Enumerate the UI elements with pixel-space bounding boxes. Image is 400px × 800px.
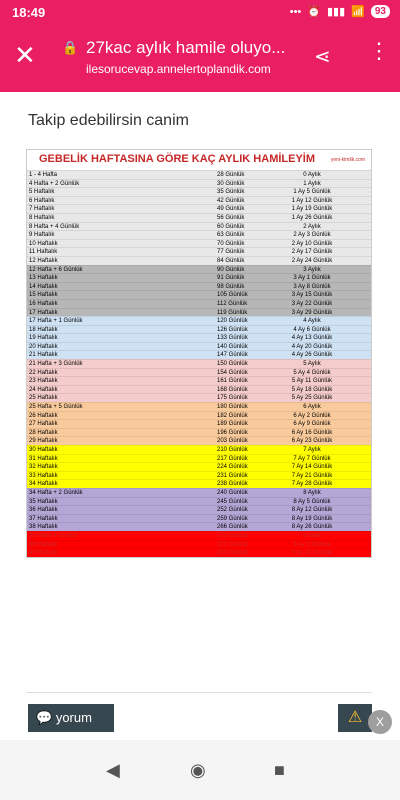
cell-month: 8 Aylık	[303, 489, 321, 496]
cell-month: 9 Ay 3 Günlük	[293, 541, 331, 548]
system-nav-bar	[0, 740, 400, 800]
cell-month: 7 Ay 28 Günlük	[291, 481, 333, 488]
table-row	[27, 265, 371, 274]
cell-days: 49 Günlük	[217, 206, 245, 213]
status-time: 18:49	[12, 5, 46, 20]
table-row	[27, 333, 371, 342]
cell-month: 8 Ay 5 Günlük	[293, 498, 331, 505]
cell-month: 8 Ay 26 Günlük	[291, 524, 333, 531]
table-row	[27, 308, 371, 317]
cell-month: 3 Ay 22 Günlük	[291, 300, 333, 307]
cell-week: 5 Haftalık	[29, 189, 55, 196]
cell-days: 150 Günlük	[217, 361, 248, 368]
table-row	[27, 376, 371, 385]
cell-week: 14 Haftalık	[29, 283, 58, 290]
signal-icon: ▮▮▮	[327, 6, 346, 18]
cell-week: 38 Hafta 4 Günlük	[29, 532, 78, 539]
table-row	[27, 548, 371, 557]
cell-week: 12 Haftalık	[29, 257, 58, 264]
cell-month: 3 Ay 15 Günlük	[291, 292, 333, 299]
cell-days: 91 Günlük	[217, 275, 245, 282]
comment-icon: 💬	[36, 710, 53, 725]
cell-week: 29 Haftalık	[29, 438, 58, 445]
cell-week: 35 Haftalık	[29, 498, 58, 505]
table-row	[27, 488, 371, 497]
cell-month: 2 Ay 3 Günlük	[293, 232, 331, 239]
cell-days: 63 Günlük	[217, 232, 245, 239]
cell-week: 18 Haftalık	[29, 326, 58, 333]
cell-days: 30 Günlük	[217, 180, 245, 187]
cell-days: 98 Günlük	[217, 283, 245, 290]
cell-week: 4 Hafta + 2 Günlük	[29, 180, 80, 187]
cell-days: 70 Günlük	[217, 240, 245, 247]
table-row	[27, 540, 371, 549]
page-title[interactable]: 27kac aylık hamile oluyo...	[86, 38, 286, 57]
status-icons	[290, 5, 390, 18]
cell-week: 22 Haftalık	[29, 369, 58, 376]
cell-week: 37 Haftalık	[29, 515, 58, 522]
cell-days: 217 Günlük	[217, 455, 248, 462]
page-url[interactable]: ilesorucevap.annelertoplandik.com	[86, 62, 271, 76]
table-row	[27, 445, 371, 454]
cell-month: 2 Aylık	[303, 223, 321, 230]
table-row	[27, 428, 371, 437]
table-row	[27, 531, 371, 540]
table-row	[27, 222, 371, 231]
table-site: yeni-kimlik.com	[330, 157, 365, 163]
cell-days: 147 Günlük	[217, 352, 248, 359]
cell-month: 1 Ay 26 Günlük	[291, 214, 333, 221]
cell-week: 24 Haftalık	[29, 386, 58, 393]
cell-month: 1 Ay 12 Günlük	[291, 197, 333, 204]
cell-week: 9 Haftalık	[29, 232, 55, 239]
table-row	[27, 479, 371, 488]
cell-week: 23 Haftalık	[29, 378, 58, 385]
cell-month: 4 Ay 6 Günlük	[293, 326, 331, 333]
cell-week: 17 Hafta + 1 Günlük	[29, 318, 83, 325]
cell-days: 180 Günlük	[217, 404, 248, 411]
lock-icon: 🔒	[62, 40, 79, 55]
table-row	[27, 170, 371, 179]
table-row	[27, 411, 371, 420]
comment-button[interactable]	[28, 704, 114, 732]
cell-week: 27 Haftalık	[29, 421, 58, 428]
cell-month: 3 Ay 29 Günlük	[291, 309, 333, 316]
cell-days: 231 Günlük	[217, 472, 248, 479]
table-row	[27, 385, 371, 394]
cell-days: 90 Günlük	[217, 266, 245, 273]
warning-icon[interactable]: ⚠	[338, 704, 372, 732]
cell-week: 26 Haftalık	[29, 412, 58, 419]
cell-month: 7 Aylık	[303, 447, 321, 453]
cell-week: 38 Haftalık	[29, 524, 58, 531]
pregnancy-table-image[interactable]	[26, 149, 372, 558]
cell-days: 56 Günlük	[217, 214, 245, 221]
cell-month: 6 Ay 9 Günlük	[293, 421, 331, 428]
cell-month: 3 Aylık	[303, 266, 321, 273]
cell-month: 3 Ay 1 Günlük	[293, 275, 331, 282]
cell-month: 7 Ay 14 Günlük	[291, 464, 333, 471]
cell-month: 4 Aylık	[303, 318, 321, 325]
table-row	[27, 497, 371, 506]
home-icon[interactable]: ◉	[190, 760, 206, 780]
cell-month: 6 Ay 2 Günlük	[293, 412, 331, 419]
table-row	[27, 505, 371, 514]
table-title: GEBELİK HAFTASINA GÖRE KAÇ AYLIK HAMİLEYİM	[39, 153, 316, 165]
cell-month: 0 Aylık	[303, 172, 321, 178]
table-row	[27, 230, 371, 239]
cell-days: 270 Günlük	[217, 532, 248, 539]
cell-week: 40 Haftalık	[29, 550, 58, 557]
table-row	[27, 462, 371, 471]
cell-week: 17 Haftalık	[29, 309, 58, 316]
cell-days: 28 Günlük	[217, 172, 245, 178]
cell-days: 168 Günlük	[217, 386, 248, 393]
table-row	[27, 239, 371, 248]
cell-days: 154 Günlük	[217, 369, 248, 376]
cell-month: 4 Ay 20 Günlük	[291, 343, 333, 350]
cell-month: 9 Ay 10 Günlük	[291, 550, 333, 557]
cell-month: 4 Ay 26 Günlük	[291, 352, 333, 359]
table-row	[27, 179, 371, 188]
cell-week: 7 Haftalık	[29, 206, 55, 213]
close-icon[interactable]: ✕	[14, 40, 36, 70]
battery-icon: 93	[371, 5, 390, 18]
page-content	[0, 92, 400, 740]
cell-week: 33 Haftalık	[29, 472, 58, 479]
cell-days: 140 Günlük	[217, 343, 248, 350]
cell-month: 5 Ay 25 Günlük	[291, 395, 333, 402]
cell-month: 1 Ay 19 Günlük	[291, 206, 333, 213]
table-header	[27, 150, 371, 170]
table-row	[27, 522, 371, 531]
cell-month: 2 Ay 24 Günlük	[291, 257, 333, 264]
cell-days: 189 Günlük	[217, 421, 248, 428]
cell-month: 7 Ay 7 Günlük	[293, 455, 331, 462]
table-row	[27, 325, 371, 334]
cell-days: 77 Günlük	[217, 249, 245, 256]
table-row	[27, 368, 371, 377]
cell-days: 238 Günlük	[217, 481, 248, 488]
cell-month: 6 Ay 16 Günlük	[291, 429, 333, 436]
table-row	[27, 196, 371, 205]
table-row	[27, 393, 371, 402]
table-row	[27, 342, 371, 351]
cell-week: 34 Hafta + 2 Günlük	[29, 489, 83, 496]
cell-month: 5 Ay 4 Günlük	[293, 369, 331, 376]
cell-week: 1 - 4 Hafta	[29, 172, 58, 178]
cell-month: 2 Ay 10 Günlük	[291, 240, 333, 247]
cell-month: 5 Aylık	[303, 361, 321, 368]
comment-label: yorum	[55, 710, 92, 725]
browser-toolbar	[0, 26, 400, 92]
cell-days: 119 Günlük	[217, 309, 248, 316]
cell-days: 84 Günlük	[217, 257, 245, 264]
table-row	[27, 436, 371, 445]
cell-days: 280 Günlük	[217, 550, 248, 557]
table-row	[27, 316, 371, 325]
notification-dots-icon: •••	[289, 5, 302, 18]
table-row	[27, 256, 371, 265]
cell-month: 8 Ay 12 Günlük	[291, 507, 333, 514]
cell-week: 16 Haftalık	[29, 300, 58, 307]
cell-week: 21 Haftalık	[29, 352, 58, 359]
cell-week: 10 Haftalık	[29, 240, 58, 247]
table-row	[27, 273, 371, 282]
cell-week: 8 Hafta + 4 Günlük	[29, 223, 80, 230]
cell-week: 12 Hafta + 6 Günlük	[29, 266, 83, 273]
cell-week: 25 Haftalık	[29, 395, 58, 402]
cell-days: 224 Günlük	[217, 464, 248, 471]
table-row	[27, 402, 371, 411]
cell-days: 240 Günlük	[217, 489, 248, 496]
cell-week: 11 Haftalık	[29, 249, 58, 256]
table-row	[27, 247, 371, 256]
cell-week: 39 Haftalık	[29, 541, 58, 548]
back-icon[interactable]: ◀	[106, 760, 120, 780]
cell-week: 28 Haftalık	[29, 429, 58, 436]
cell-week: 20 Haftalık	[29, 343, 58, 350]
status-bar	[0, 0, 400, 26]
cell-days: 175 Günlük	[217, 395, 248, 402]
more-menu-icon[interactable]: ⋮	[368, 38, 390, 63]
table-rows	[27, 170, 371, 557]
cell-week: 6 Haftalık	[29, 197, 55, 204]
cell-days: 182 Günlük	[217, 412, 248, 419]
table-row	[27, 187, 371, 196]
cell-days: 252 Günlük	[217, 507, 248, 514]
cell-month: 7 Ay 21 Günlük	[291, 472, 333, 479]
dismiss-button[interactable]: X	[368, 710, 392, 734]
post-caption: Takip edebilirsin canim	[28, 112, 189, 129]
table-row	[27, 204, 371, 213]
cell-week: 19 Haftalık	[29, 335, 58, 342]
cell-week: 25 Hafta + 5 Günlük	[29, 404, 83, 411]
cell-days: 42 Günlük	[217, 197, 245, 204]
cell-days: 60 Günlük	[217, 223, 245, 230]
cell-days: 112 Günlük	[217, 300, 248, 307]
divider	[26, 692, 372, 693]
wifi-icon: 📶	[351, 6, 365, 18]
cell-month: 9 Aylık	[303, 532, 321, 539]
cell-month: 5 Ay 11 Günlük	[291, 378, 333, 385]
table-row	[27, 471, 371, 480]
cell-days: 35 Günlük	[217, 189, 245, 196]
cell-week: 30 Haftalık	[29, 447, 58, 453]
cell-days: 120 Günlük	[217, 318, 248, 325]
cell-days: 245 Günlük	[217, 498, 248, 505]
cell-days: 259 Günlük	[217, 515, 248, 522]
table-row	[27, 514, 371, 523]
table-row	[27, 213, 371, 222]
cell-week: 32 Haftalık	[29, 464, 58, 471]
table-row	[27, 350, 371, 359]
cell-week: 21 Hafta + 3 Günlük	[29, 361, 83, 368]
cell-days: 126 Günlük	[217, 326, 248, 333]
cell-days: 196 Günlük	[217, 429, 248, 436]
cell-days: 273 Günlük	[217, 541, 248, 548]
cell-days: 203 Günlük	[217, 438, 248, 445]
cell-days: 266 Günlük	[217, 524, 248, 531]
cell-days: 105 Günlük	[217, 292, 248, 299]
cell-month: 1 Aylık	[303, 180, 321, 187]
cell-month: 5 Ay 18 Günlük	[291, 386, 333, 393]
share-icon[interactable]: ⋖	[314, 46, 331, 68]
table-row	[27, 290, 371, 299]
recents-icon[interactable]: ■	[274, 760, 285, 780]
table-row	[27, 359, 371, 368]
cell-week: 8 Haftalık	[29, 214, 55, 221]
cell-week: 15 Haftalık	[29, 292, 58, 299]
cell-days: 133 Günlük	[217, 335, 248, 342]
cell-month: 4 Ay 13 Günlük	[291, 335, 333, 342]
table-row	[27, 282, 371, 291]
alarm-off-icon: ⏰	[307, 6, 321, 18]
cell-month: 6 Ay 23 Günlük	[291, 438, 333, 445]
table-row	[27, 299, 371, 308]
cell-month: 1 Ay 5 Günlük	[293, 189, 331, 196]
cell-month: 3 Ay 8 Günlük	[293, 283, 331, 290]
cell-week: 36 Haftalık	[29, 507, 58, 514]
table-row	[27, 419, 371, 428]
cell-week: 34 Haftalık	[29, 481, 58, 488]
cell-days: 161 Günlük	[217, 378, 248, 385]
cell-days: 210 Günlük	[217, 447, 248, 453]
cell-month: 6 Aylık	[303, 404, 321, 411]
cell-month: 2 Ay 17 Günlük	[291, 249, 333, 256]
table-row	[27, 454, 371, 463]
cell-month: 8 Ay 19 Günlük	[291, 515, 333, 522]
cell-week: 31 Haftalık	[29, 455, 58, 462]
cell-week: 13 Haftalık	[29, 275, 58, 282]
